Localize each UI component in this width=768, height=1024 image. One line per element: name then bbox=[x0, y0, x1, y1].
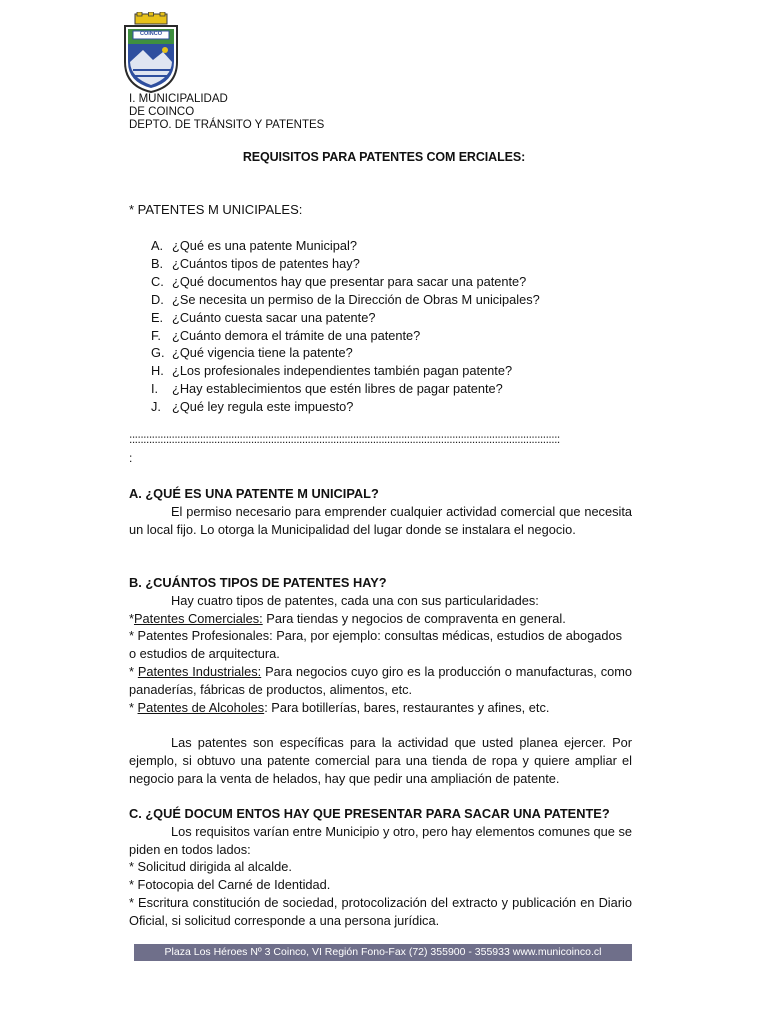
patent-type-industrial bbox=[129, 663, 632, 699]
document-title: REQUISITOS PARA PATENTES COM ERCIALES: bbox=[242, 150, 526, 164]
section-label: * PATENTES M UNICIPALES: bbox=[129, 202, 303, 217]
section-a-heading: A. ¿QUÉ ES UNA PATENTE M UNICIPAL? bbox=[129, 486, 379, 501]
footer-contact-bar: Plaza Los Héroes Nº 3 Coinco, VI Región Fono-Fax (72) 355900 - 355933 www.municoinco.cl bbox=[134, 944, 632, 961]
header-line-3: DEPTO. DE TRÁNSITO Y PATENTES bbox=[129, 119, 325, 131]
list-item-text: ¿Se necesita un permiso de la Dirección de Obras M unicipales? bbox=[172, 291, 540, 307]
list-item-text: ¿Cuánto demora el trámite de una patente? bbox=[172, 327, 421, 343]
dotted-separator-tail: : bbox=[129, 451, 133, 465]
list-item bbox=[151, 398, 540, 416]
list-item-text: ¿Qué vigencia tiene la patente? bbox=[172, 345, 353, 361]
requirement-item: * Fotocopia del Carné de Identidad. bbox=[129, 877, 331, 893]
list-item-letter: H. bbox=[151, 363, 164, 379]
patent-type-commercial bbox=[129, 610, 632, 628]
requirement-item: * Escritura constitución de sociedad, protocolización del extracto y publicación en Diario Oficial, si solicitud corresponde a una persona jurídica. bbox=[129, 894, 632, 928]
list-item bbox=[151, 327, 540, 345]
list-item-text: ¿Cuántos tipos de patentes hay? bbox=[172, 255, 360, 271]
list-item-letter: J. bbox=[151, 399, 161, 415]
section-b bbox=[129, 574, 632, 788]
list-item-letter: D. bbox=[151, 291, 164, 307]
bullet: * bbox=[129, 699, 138, 715]
list-item-text: ¿Qué es una patente Municipal? bbox=[172, 238, 357, 253]
list-item-letter: G. bbox=[151, 345, 165, 361]
patent-type-label: Patentes de Alcoholes bbox=[137, 699, 265, 715]
list-item-letter: B. bbox=[151, 255, 164, 271]
list-item bbox=[151, 380, 540, 398]
municipality-header bbox=[129, 93, 324, 132]
question-list bbox=[151, 237, 540, 416]
section-b-heading: B. ¿CUÁNTOS TIPOS DE PATENTES HAY? bbox=[129, 575, 387, 590]
section-a-body: El permiso necesario para emprender cualquier actividad comercial que necesita un local fijo. Lo otorga la Municipalidad del lugar donde se instalara el negocio. bbox=[129, 503, 632, 537]
patent-type-label: Patentes Comerciales: bbox=[133, 610, 263, 626]
section-c-heading: C. ¿QUÉ DOCUM ENTOS HAY QUE PRESENTAR PARA SACAR UNA PATENTE? bbox=[129, 806, 610, 821]
header-line-1: I. MUNICIPALIDAD bbox=[129, 93, 228, 105]
patent-type-label: Patentes Industriales: bbox=[137, 663, 262, 679]
requirement-item: * Solicitud dirigida al alcalde. bbox=[129, 859, 292, 875]
patent-type-professional: * Patentes Profesionales: Para, por ejemplo: consultas médicas, estudios de abogados o estudios de arquitectura. bbox=[129, 628, 622, 662]
list-item-text: ¿Qué documentos hay que presentar para sacar una patente? bbox=[172, 273, 527, 289]
bullet: * bbox=[129, 610, 134, 626]
bullet: * bbox=[129, 663, 138, 679]
list-item-text: ¿Qué ley regula este impuesto? bbox=[172, 399, 354, 415]
crest-label: COINCO bbox=[140, 31, 162, 37]
patent-type-text: Para negocios cuyo giro es la producción o manufacturas, como panaderías, fábricas de productos, alimentos, etc. bbox=[129, 663, 632, 697]
list-item-text: ¿Los profesionales independientes también pagan patente? bbox=[172, 363, 513, 379]
dotted-separator: :::::::::::::::::::::::::::::::::::::::::::::::::::::::::::::::::::::::::::::::::::::::::::::::::::::::::::::::::::::::::::::::::::::::::::::::::::::::: bbox=[129, 432, 560, 446]
list-item-text: ¿Hay establecimientos que estén libres de pagar patente? bbox=[172, 381, 503, 397]
municipal-crest-logo bbox=[121, 12, 181, 94]
header-line-2: DE COINCO bbox=[129, 106, 195, 118]
section-c bbox=[129, 805, 632, 930]
patent-type-text: Para tiendas y negocios de compraventa en general. bbox=[262, 610, 566, 626]
section-a bbox=[129, 485, 632, 538]
list-item bbox=[151, 273, 540, 291]
section-c-intro: Los requisitos varían entre Municipio y otro, pero hay elementos comunes que se piden en todos lados: bbox=[129, 823, 632, 857]
section-b-paragraph: Las patentes son específicas para la actividad que usted planea ejercer. Por ejemplo, si obtuvo una patente comercial para una tienda de ropa y quiere ampliar el negocio para la venta de helados, hay que pedir una ampliación de patente. bbox=[129, 735, 632, 786]
patent-type-alcohol bbox=[129, 699, 632, 717]
list-item bbox=[151, 255, 540, 273]
list-item bbox=[151, 362, 540, 380]
list-item-letter: C. bbox=[151, 273, 164, 289]
list-item-letter: E. bbox=[151, 309, 164, 325]
list-item-letter: F. bbox=[151, 327, 161, 343]
list-item bbox=[151, 309, 540, 327]
patent-type-text: : Para botillerías, bares, restaurantes y afines, etc. bbox=[264, 699, 550, 715]
list-item-letter: A. bbox=[151, 238, 164, 253]
list-item bbox=[151, 344, 540, 362]
list-item-letter: I. bbox=[151, 381, 159, 397]
list-item bbox=[151, 237, 540, 255]
list-item bbox=[151, 291, 540, 309]
section-b-intro: Hay cuatro tipos de patentes, cada una con sus particularidades: bbox=[171, 592, 539, 608]
list-item-text: ¿Cuánto cuesta sacar una patente? bbox=[172, 309, 376, 325]
